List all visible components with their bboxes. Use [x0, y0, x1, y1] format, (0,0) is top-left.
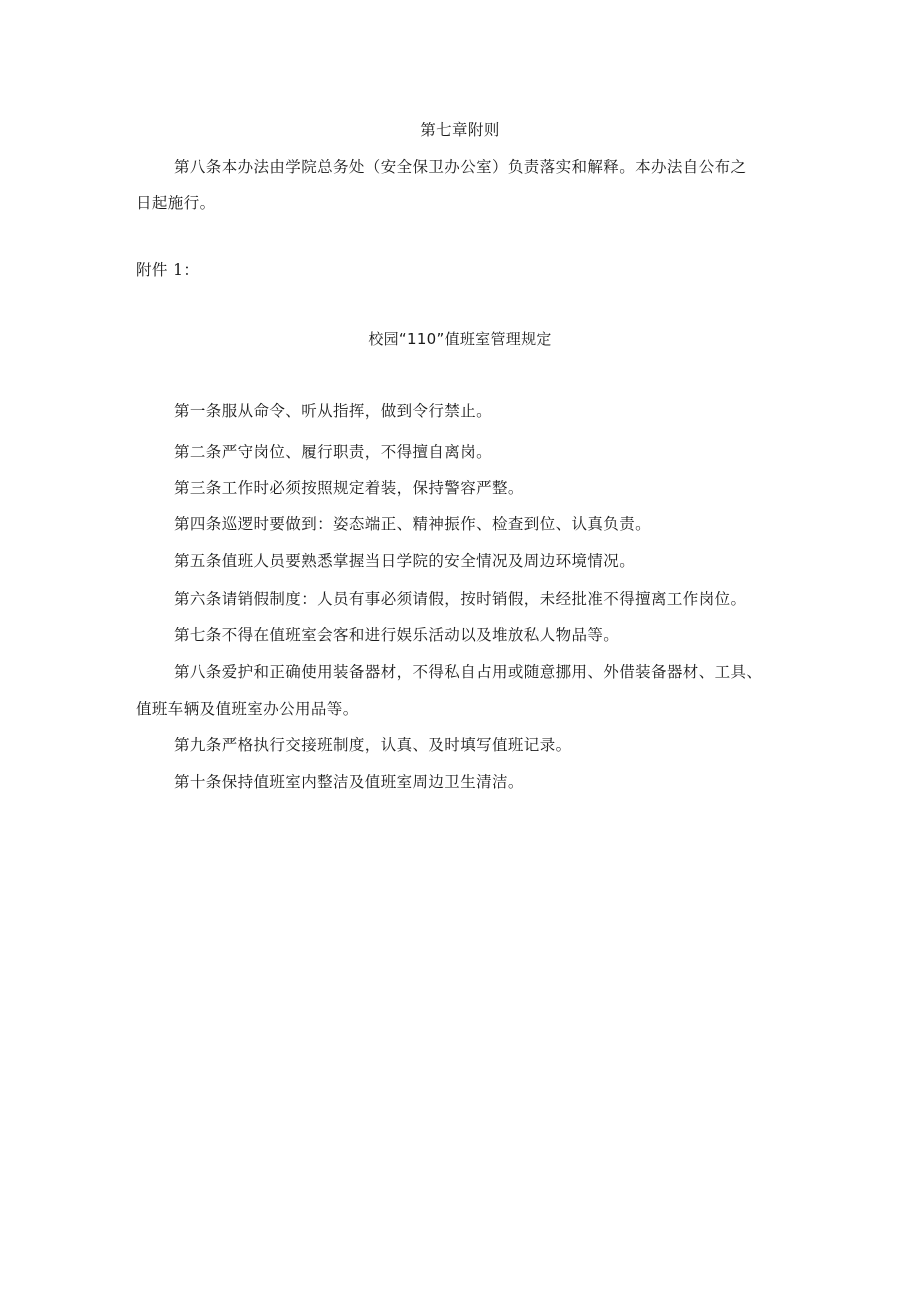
- attachment-article: 第七条不得在值班室会客和进行娱乐活动以及堆放私人物品等。: [174, 626, 620, 644]
- attachment-article: 第八条爱护和正确使用装备器材，不得私自占用或随意挪用、外借装备器材、工具、: [174, 663, 763, 681]
- attachment-article: 第三条工作时必须按照规定着装，保持警容严整。: [174, 479, 524, 497]
- chapter-heading: 第七章附则: [420, 121, 500, 139]
- chapter-article-line-1: 第八条本办法由学院总务处（安全保卫办公室）负责落实和解释。本办法自公布之: [174, 158, 747, 176]
- attachment-article: 第二条严守岗位、履行职责，不得擅自离岗。: [174, 443, 493, 461]
- attachment-title: 校园“110”值班室管理规定: [368, 330, 552, 348]
- attachment-label: 附件 1：: [136, 261, 200, 279]
- attachment-article: 第一条服从命令、听从指挥，做到令行禁止。: [174, 402, 493, 420]
- attachment-article-continuation: 值班车辆及值班室办公用品等。: [136, 700, 359, 718]
- chapter-article-line-2: 日起施行。: [136, 194, 216, 212]
- attachment-article: 第四条巡逻时要做到：姿态端正、精神振作、检查到位、认真负责。: [174, 515, 652, 533]
- attachment-article: 第五条值班人员要熟悉掌握当日学院的安全情况及周边环境情况。: [174, 552, 636, 570]
- attachment-article: 第十条保持值班室内整洁及值班室周边卫生清洁。: [174, 773, 524, 791]
- attachment-article: 第六条请销假制度：人员有事必须请假，按时销假，未经批准不得擅离工作岗位。: [174, 590, 747, 608]
- attachment-article: 第九条严格执行交接班制度，认真、及时填写值班记录。: [174, 736, 572, 754]
